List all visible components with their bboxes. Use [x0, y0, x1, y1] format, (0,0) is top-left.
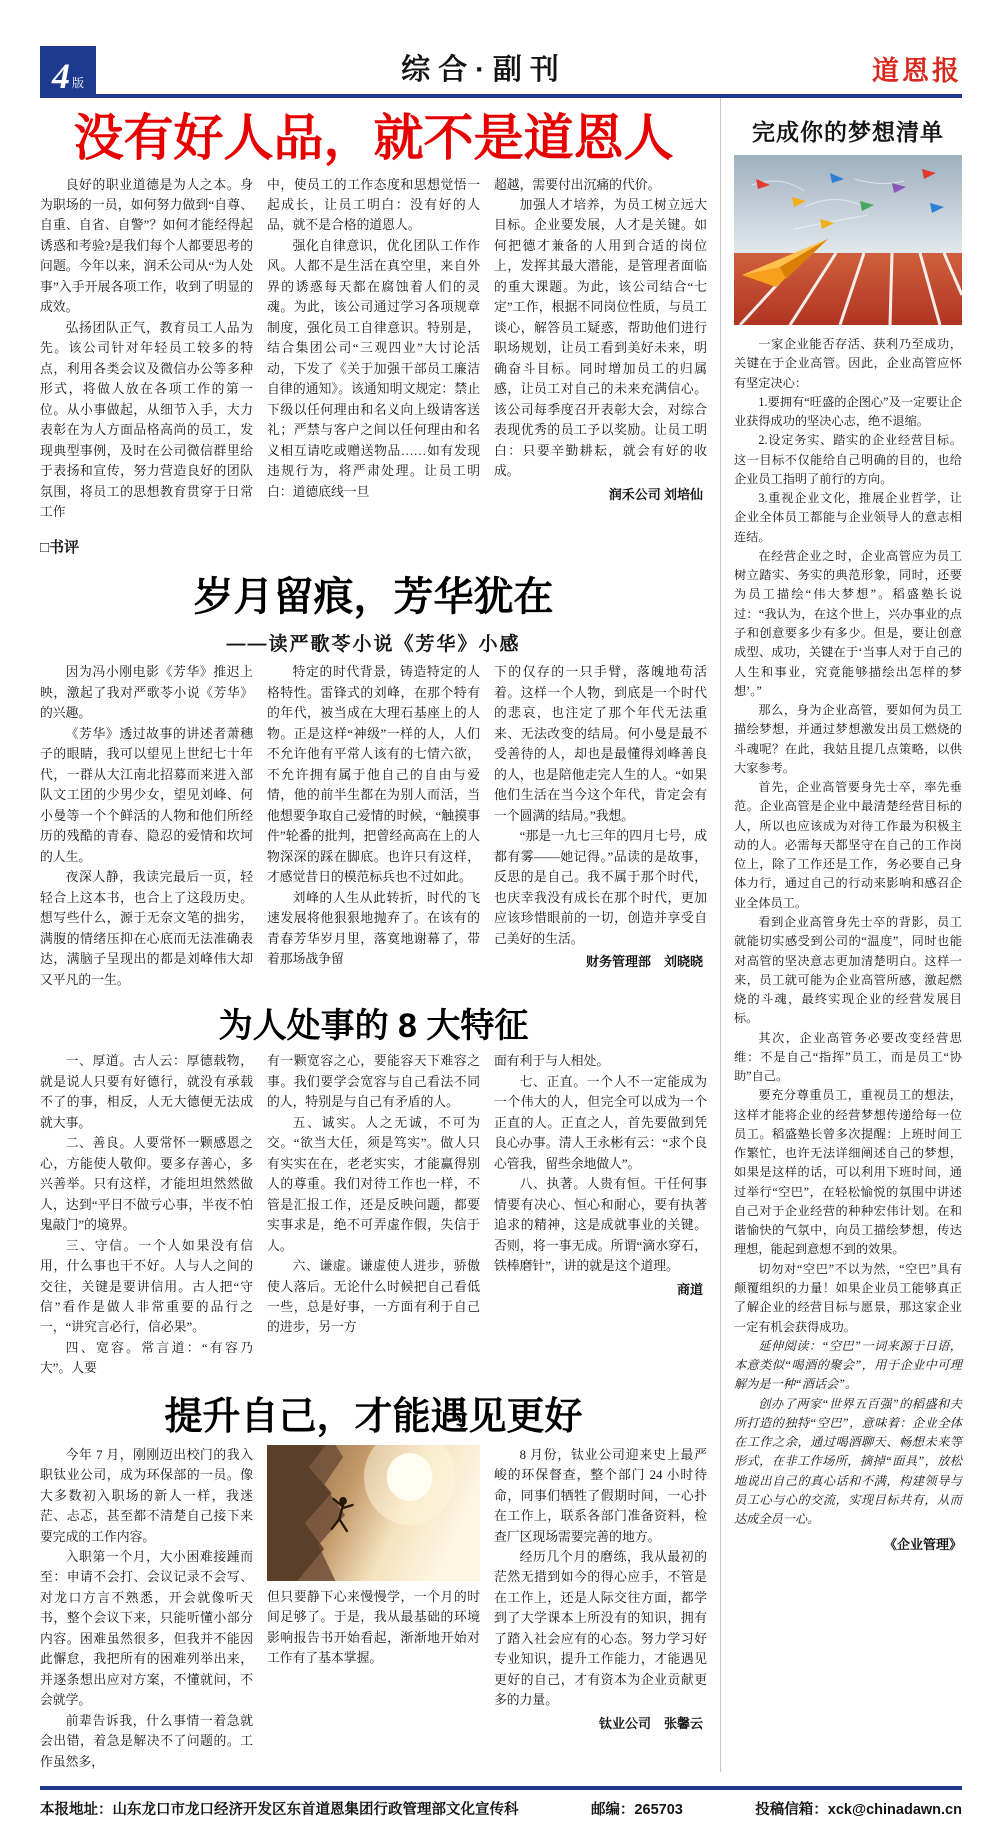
paragraph: 延伸阅读：“空巴”一词来源于日语，本意类似“喝酒的聚会”，用于企业中可理解为是一种“酒话会”。 — [734, 1338, 962, 1392]
paragraph: 三、守信。一个人如果没有信用，什么事也干不好。人与人之间的交往，关键是要讲信用。古人把“守信”看作是做人非常重要的品行之一，“讲究言必行，信必果”。 — [40, 1238, 253, 1335]
paragraph: 八、执著。人贵有恒。干任何事情要有决心、恒心和耐心，要有执著追求的精神，这是成就事业的关键。否则，将一事无成。所谓“滴水穿石，铁棒磨针”，讲的就是这个道理。 — [494, 1177, 707, 1274]
paragraph: 8 月份，钛业公司迎来史上最严峻的环保督查，整个部门 24 小时待命，同事们牺牲了假期时间，一心扑在工作上，联系各部门准备资料，检查厂区现场需要完善的地方。 — [494, 1447, 707, 1544]
paragraph: 要充分尊重员工，重视员工的想法，这样才能将企业的经营梦想传递给每一位员工。稻盛塾长曾多次提醒：上班时间工作繁忙，也许无法详细阐述自己的梦想，如果是这样的话，可以利用下班时间，通过举行“空巴”，在轻松愉悦的氛围中讲述自己对于企业经营的种种宏伟计划。在和谐愉快的气氛中，向员工描绘梦想，传达理想，能起到意想不到的效果。 — [734, 1088, 962, 1257]
paragraph: 强化自律意识，优化团队工作作风。人都不是生活在真空里，来自外界的诱惑每天都在腐蚀着人们的灵魂。为此，该公司通过学习各项规章制度，强化员工自律意识。特别是，结合集团公司“三观四业”大讨论活动，下发了《关于加强干部员工廉洁自律的通知》。该通知明文规定：禁止下级以任何理由和名义向上级请客送礼；严禁与客户之间以任何理由和名义相互请吃或赠送物品……如有发现违规行为，将严肃处理。让员工明白：道德底线一旦 — [267, 238, 480, 499]
article-column — [267, 1445, 480, 1773]
article-column — [40, 1445, 253, 1773]
section-title: 综合·副刊 — [401, 54, 567, 86]
page-number-label: 版 — [71, 76, 84, 91]
article-renpin-columns — [40, 175, 707, 523]
article-fanghua-columns — [40, 662, 707, 990]
paragraph: 今年 7 月，刚刚迈出校门的我入职钛业公司，成为环保部的一员。像大多数初入职场的新人一样，我迷茫、忐忑，甚至都不清楚自己接下来要完成的工作内容。 — [40, 1447, 253, 1544]
paragraph: 首先，企业高管要身先士卒，率先垂范。企业高管是企业中最清楚经营目标的人，所以也应该成为对待工作最为积极主动的人。必需每天都坚守在自己的工作岗位上，除了工作还是工作，务必要自己身体力行，通过自己的行动来影响和感召企业全体员工。 — [734, 780, 962, 910]
paragraph: 一、厚道。古人云：厚德载物，就是说人只要有好德行，就没有承载不了的事，相反，人无大德便无法成就大事。 — [40, 1054, 253, 1130]
column-text — [267, 662, 480, 969]
paragraph: 弘扬团队正气，教育员工人品为先。该公司针对年轻员工较多的特点，利用各类会议及微信办公等多种形式，将做人放在各项工作的第一位。从小事做起，从细节入手，大力表彰在为人方面品格高尚的员工，发现典型事例，及时在公司微信群里给于表扬和宣传，努力营造良好的团队氛围，将员工的思想教育贯穿于日常工作 — [40, 320, 253, 519]
sidebar-title: 完成你的梦想清单 — [752, 119, 944, 145]
paragraph: 下的仅存的一只手臂，落魄地苟活着。这样一个人物，到底是一个时代的悲哀，也注定了那个年代无法重来、无法改变的结局。何小曼是最不受善待的人，却也是最懂得刘峰善良的人，也是陪他走完人生的人。“如果他们生活在当今这个年代，肯定会有一个圆满的结局。”我想。 — [494, 665, 707, 823]
paragraph: 看到企业高管身先士卒的背影，员工就能切实感受到公司的“温度”，同时也能对高管的坚决意志更加清楚明白。这样一来，员工就可能为企业高管所感，激起燃烧的斗魂，最终实现企业的经营发展目标。 — [734, 914, 962, 1026]
article-column — [494, 1051, 707, 1379]
page-content — [40, 98, 962, 1772]
footer-postcode: 邮编：265703 — [590, 1802, 683, 1819]
page-header — [40, 46, 962, 98]
paper-planes-track-photo — [734, 155, 962, 325]
paragraph: 五、诚实。人之无诚，不可为交。“欲当大任，须是笃实”。做人只有实实在在，老老实实，才能赢得别人的尊重。我们对待工作也一样，不管是汇报工作，还是反映问题，都要实事求是，绝不可弄虚作假，失信于人。 — [267, 1115, 480, 1253]
paragraph: 经历几个月的磨练，我从最初的茫然无措到如今的得心应手，不管是在工作上，还是人际交往方面，都学到了大学课本上所没有的知识，拥有了踏入社会应有的心态。努力学习好专业知识，提升工作能力，才能遇见更好的自己，才有资本为企业贡献更多的力量。 — [494, 1550, 707, 1708]
paragraph: 加强人才培养，为员工树立远大目标。企业要发展，人才是关键。如何把德才兼备的人用到合适的岗位上，发挥其最大潜能，是管理者面临的重大课题。为此，该公司结合“七定”工作，根据不同岗位性质，与员工谈心，解答员工疑惑，帮助他们进行职场规划，让员工看到美好未来，明确奋斗目标。同时增加员工的归属感，让员工对自己的未来充满信心。该公司每季度召开表彰大会，对综合表现优秀的员工予以奖励。让员工明白：只要辛勤耕耘，就会有好的收成。 — [494, 197, 707, 479]
column-text — [40, 662, 253, 990]
article-column — [40, 1051, 253, 1379]
sidebar-text — [734, 335, 962, 1337]
article-byline: 钛业公司 张馨云 — [598, 1715, 703, 1731]
main-articles-region — [40, 98, 707, 1772]
column-text — [494, 662, 707, 949]
article-column — [494, 175, 707, 523]
article-byline: 商道 — [676, 1281, 703, 1297]
paragraph: 面有利于与人相处。 — [494, 1054, 610, 1069]
paragraph: 良好的职业道德是为人之本。身为职场的一员，如何努力做到“自尊、自重、自省、自警”？如何才能经得起诱惑和考验?是我们每个人都要思考的问题。今年以来，润禾公司从“为人处事”入手开展各项工作，收到了明显的成效。 — [40, 177, 253, 315]
paragraph: 一家企业能否存活、获利乃至成功，关键在于企业高管。因此，企业高管应怀有坚定决心： — [734, 337, 962, 390]
paragraph: 其次，企业高管务必要改变经营思维：不是自己“指挥”员工，而是员工“协助”自己。 — [734, 1030, 962, 1084]
column-text — [267, 1051, 480, 1338]
column-text — [40, 175, 253, 523]
paragraph: 3.重视企业文化，推展企业哲学，让企业全体员工都能与企业领导人的意志相连结。 — [734, 491, 962, 544]
paragraph: 创办了两家“世界五百强”的稻盛和夫所打造的独特“空巴”，意味着：企业全体在工作之余，通过喝酒聊天、畅想未来等形式，在非工作场所，摘掉“面具”，放松地说出自己的真心话和不满，构建领导与员工心与心的交流，实现目标共有，从而达成全员一心。 — [734, 1396, 962, 1527]
article-traits-columns — [40, 1051, 707, 1379]
paragraph: 有一颗宽容之心，要能容天下难容之事。我们要学会宽容与自己看法不同的人，特别是与自己有矛盾的人。 — [267, 1054, 480, 1110]
paragraph: 2.设定务实、踏实的企业经营目标。这一目标不仅能给自己明确的目的，也给企业员工指明了前行的方向。 — [734, 433, 962, 486]
paragraph: 刘峰的人生从此转折，时代的飞速发展将他狠狠地抛弃了。在该有的青春芳华岁月里，落寞地谢幕了，带着那场战争留 — [267, 890, 480, 967]
page-number: 4 — [51, 55, 70, 96]
column-text — [494, 175, 707, 482]
article-column — [40, 175, 253, 523]
column-text — [494, 1445, 707, 1711]
rock-climbing-photo — [267, 1445, 480, 1581]
article-column — [494, 662, 707, 990]
article-fanghua — [40, 575, 707, 990]
paragraph: 七、正直。一个人不一定能成为一个伟大的人，但完全可以成为一个正直的人。正直之人，首先要做到凭良心办事。清人王永彬有云：“求个良心管我，留些余地做人”。 — [494, 1074, 707, 1171]
paragraph: 中，使员工的工作态度和思想觉悟一起成长，让员工明白：没有好的人品，就不是合格的道恩人。 — [267, 177, 480, 233]
article-fanghua-title: 岁月留痕，芳华犹在 — [193, 575, 554, 620]
paragraph: 因为冯小刚电影《芳华》推迟上映，激起了我对严歌苓小说《芳华》的兴趣。 — [40, 665, 253, 721]
article-improve-columns — [40, 1445, 707, 1773]
article-improve-title: 提升自己，才能遇见更好 — [164, 1395, 583, 1438]
paragraph: 超越，需要付出沉痛的代价。 — [494, 177, 661, 192]
article-column — [267, 175, 480, 523]
paragraph: 六、谦虚。谦虚使人进步，骄傲使人落后。无论什么时候把自己看低一些，总是好事，一方面有利于自己的进步，另一方 — [267, 1259, 480, 1335]
paragraph: 特定的时代背景，铸造特定的人格特性。雷锋式的刘峰，在那个特有的年代，被当成在大理石基座上的人物。正是这样“神级”一样的人，人们不允许他有平常人该有的七情六欲，不允许拥有属于他自己的自由与爱情，他的前半生都在为别人而活，当他想要争取自己爱情的时候，“触摸事件”轮番的批判，把曾经高高在上的人物深深的踩在脚底。也许只有这样，才感觉昔日的模范标兵也不过如此。 — [267, 665, 480, 885]
article-improve — [40, 1397, 707, 1772]
sidebar-dream-article — [720, 98, 962, 1772]
book-review-tag: □书评 — [40, 539, 80, 557]
article-byline: 财务管理部 刘晓晓 — [585, 954, 703, 970]
sidebar-extended-reading — [734, 1337, 962, 1530]
paragraph: 但只要静下心来慢慢学，一个月的时间足够了。于是，我从最基础的环境影响报告书开始看起，渐渐地开始对工作有了基本掌握。 — [267, 1589, 480, 1666]
column-text — [267, 175, 480, 503]
article-byline: 润禾公司 刘培仙 — [608, 486, 703, 502]
paragraph: 四、宽容。常言道：“有容乃大”。人要 — [40, 1340, 253, 1376]
paragraph: 《芳华》透过故事的讲述者萧穗子的眼睛，我可以望见上世纪七十年代，一群从大江南北招募而来进入部队文工团的少男少女，望见刘峰、何小曼等一个个鲜活的人物和他们所经历的残酷的青春、隐忍的爱情和坎坷的人生。 — [40, 726, 253, 864]
paragraph: 在经营企业之时，企业高管应为员工树立踏实、务实的典范形象，同时，还要为员工描绘“伟大梦想”。稻盛塾长说过：“我认为，在这个世上，兴办事业的点子和创意要多少有多少。但是，要让创意成型、成功，关键在于‘当事人对于自己的人生和事业，究竟能够描绘出怎样的梦想’。” — [734, 548, 962, 698]
footer-address: 本报地址：山东龙口市龙口经济开发区东首道恩集团行政管理部文化宣传科 — [40, 1802, 519, 1819]
article-renpin — [40, 112, 707, 522]
article-fanghua-subtitle: ——读严歌苓小说《芳华》小感 — [226, 634, 521, 656]
sidebar-body — [734, 335, 962, 1556]
paragraph: “那是一九七三年的四月七号，成都有雾——她记得。”品读的是故事，反思的是自己。我不属于那个时代，也庆幸我没有成长在那个时代，更加应该珍惜眼前的一切，创造并享受自己美好的生活。 — [494, 829, 707, 946]
page-footer — [40, 1786, 962, 1819]
sidebar-source: 《企业管理》 — [883, 1537, 962, 1553]
paragraph: 二、善良。人要常怀一颗感恩之心，方能使人敬仰。要多存善心，多兴善举。只有这样，才能坦坦然然做人，达到“平日不做亏心事，半夜不怕鬼敲门”的境界。 — [40, 1136, 253, 1233]
article-column — [494, 1445, 707, 1773]
article-column — [267, 662, 480, 990]
article-traits — [40, 1008, 707, 1379]
footer-mailbox: 投稿信箱：xck@chinadawn.cn — [755, 1802, 962, 1819]
article-column — [267, 1051, 480, 1379]
paragraph: 前辈告诉我，什么事情一着急就会出错，着急是解决不了问题的。工作虽然多， — [40, 1713, 253, 1769]
column-text — [40, 1051, 253, 1379]
newspaper-masthead: 道恩报 — [872, 56, 962, 87]
column-text — [40, 1445, 253, 1773]
paragraph: 夜深人静，我读完最后一页，轻轻合上这本书，也合上了这段历史。想写些什么，源于无奈文笔的拙劣，满腹的情绪压抑在心底而无法准确表达，满脑子呈现出的都是刘峰伟大却又平凡的一生。 — [40, 870, 253, 987]
paragraph: 入职第一个月，大小困难接踵而至：申请不会打、会议记录不会写、对龙口方言不熟悉，开会就像听天书，整个会议下来，只能听懂小部分内容。困难虽然很多，但我并不能因此懈怠，我把所有的困难列举出来，并逐条想出应对方案，不懂就问，不会就学。 — [40, 1550, 253, 1708]
paragraph: 那么，身为企业高管，要如何为员工描绘梦想，并通过梦想激发出员工燃烧的斗魂呢？在此，我姑且提几点策略，以供大家参考。 — [734, 703, 962, 775]
page-number-box — [40, 46, 96, 96]
column-text — [267, 1587, 480, 1669]
article-traits-title: 为人处事的 8 大特征 — [218, 1006, 529, 1045]
paragraph: 切勿对“空巴”不以为然，“空巴”具有颠覆组织的力量！如果企业员工能够真正了解企业的经营目标与愿景，那这家企业一定有机会获得成功。 — [734, 1261, 962, 1334]
article-column — [40, 662, 253, 990]
paragraph: 1.要拥有“旺盛的企图心”及一定要让企业获得成功的坚决心志，绝不退缩。 — [734, 394, 962, 429]
article-renpin-title: 没有好人品，就不是道恩人 — [73, 110, 674, 166]
column-text — [494, 1051, 707, 1276]
